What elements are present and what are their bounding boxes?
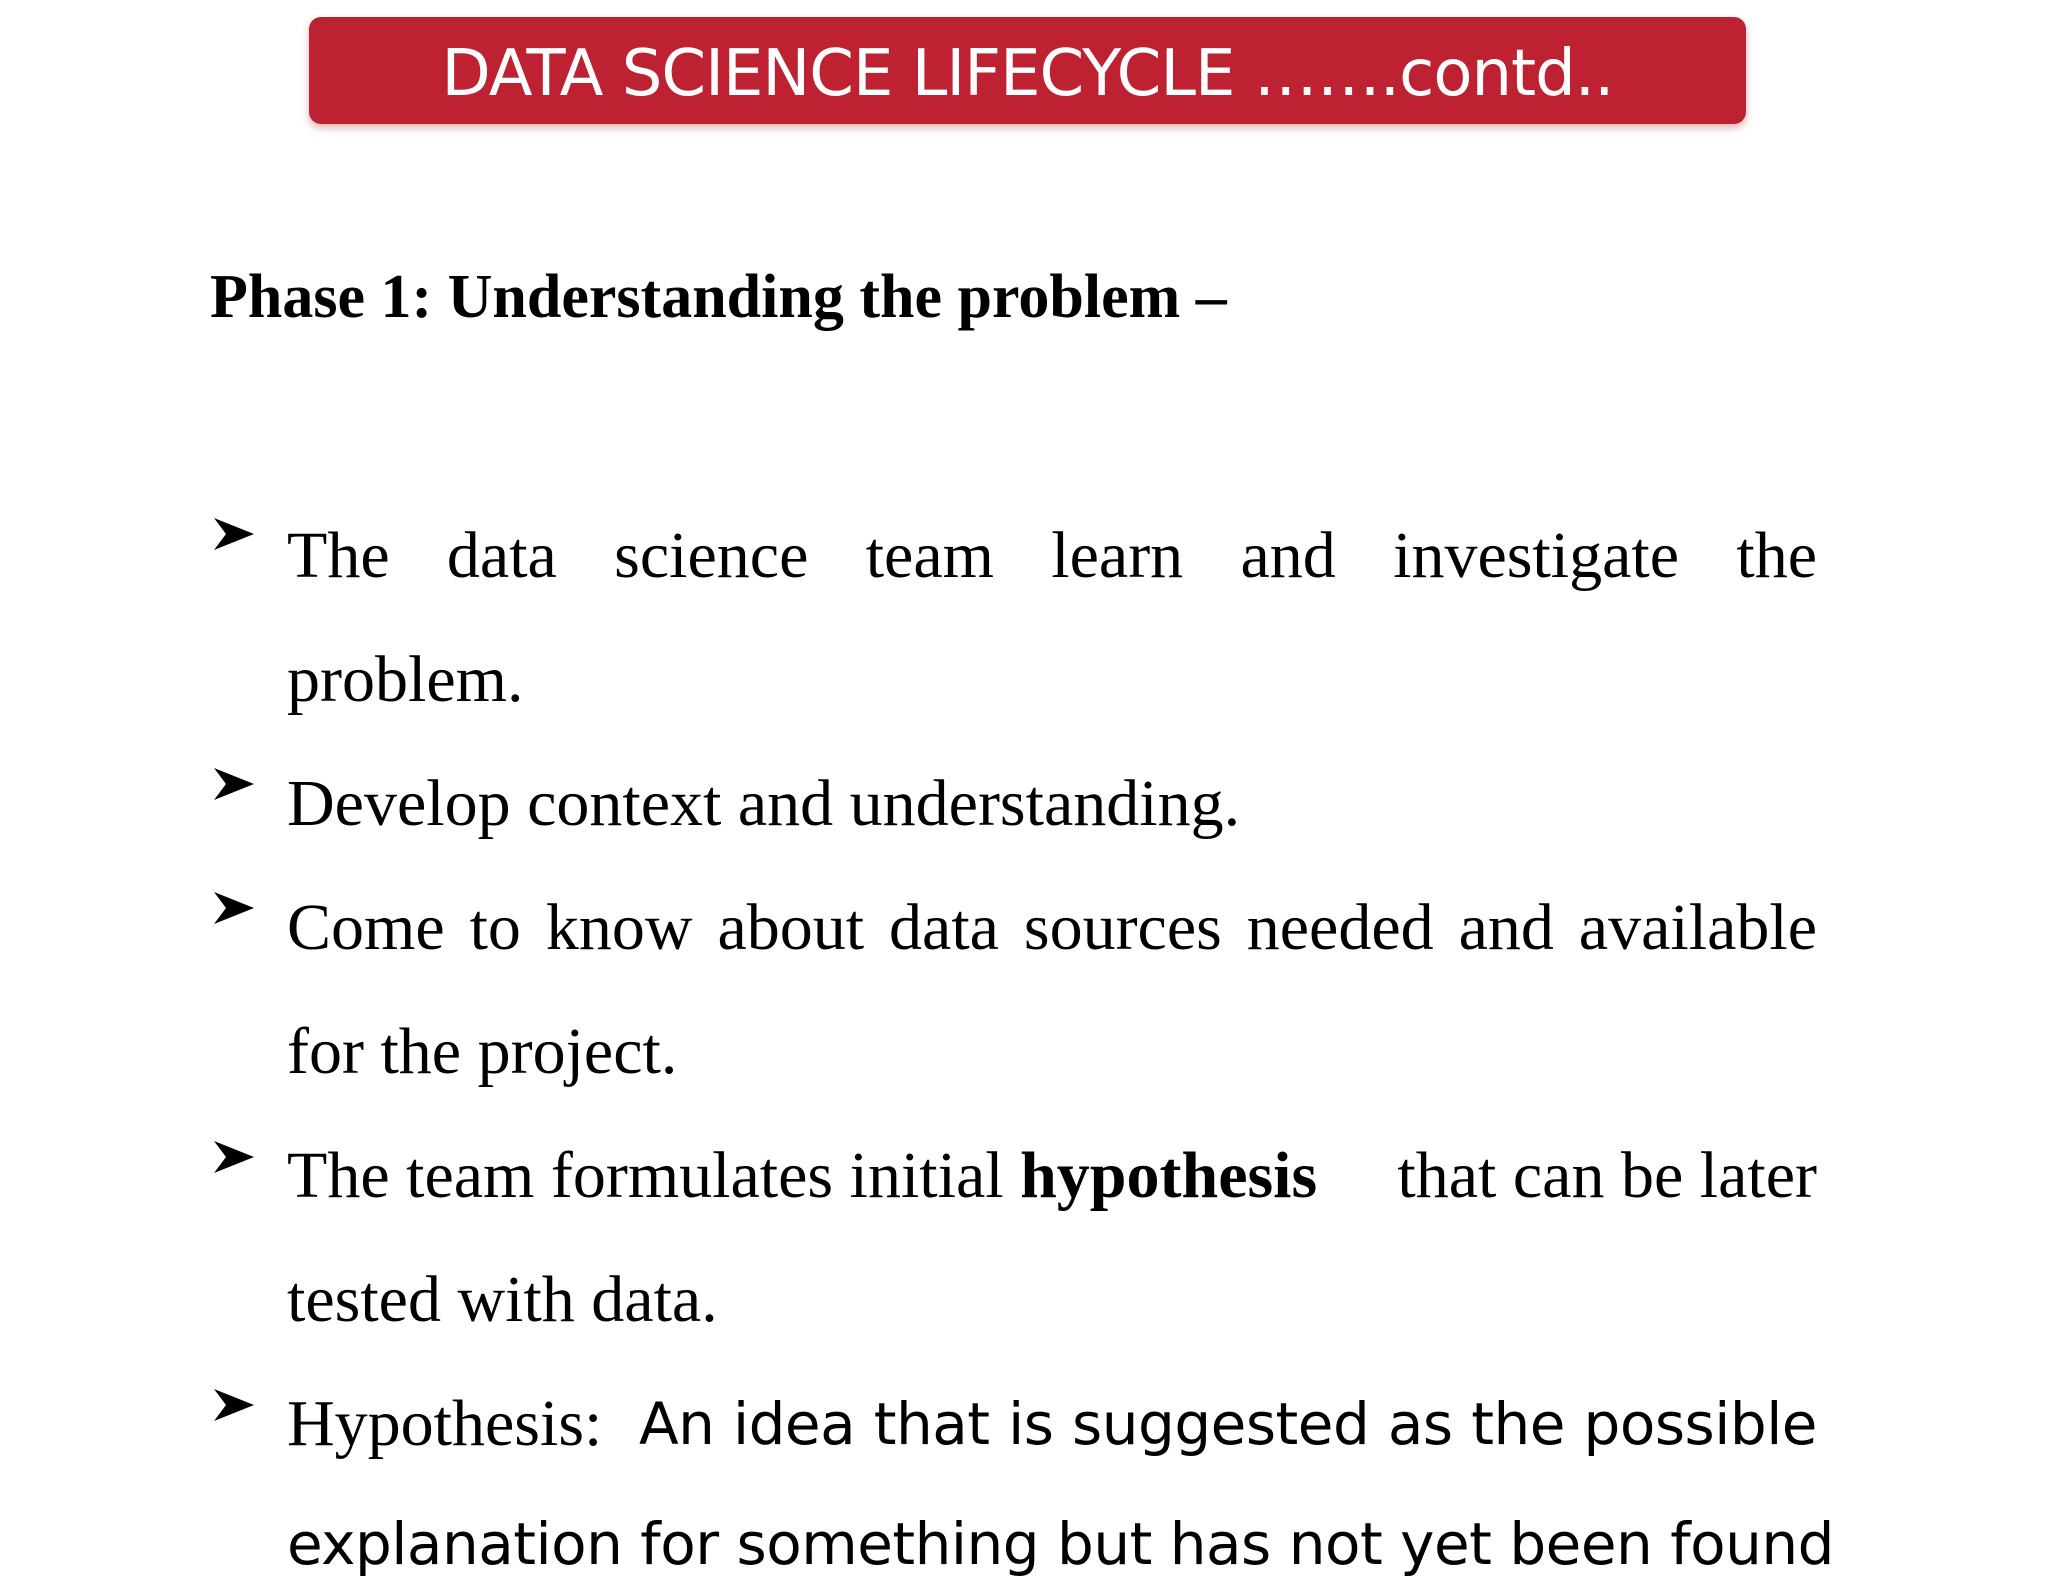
arrowhead-bullet-icon xyxy=(212,886,256,930)
bullet-5-line-2: explanation for something but has not yet been found xyxy=(287,1510,1834,1578)
bullet-4-line-2: tested with data. xyxy=(287,1263,718,1336)
hypothesis-label: Hypothesis: xyxy=(287,1387,603,1460)
hypothesis-term: hypothesis xyxy=(1020,1139,1318,1212)
bullet-1-line-1: The data science team learn and investigate the xyxy=(287,519,1817,592)
bullet-1-line-2: problem. xyxy=(287,643,524,716)
arrowhead-bullet-icon xyxy=(212,1383,256,1427)
bullet-4-text-after: that can be later xyxy=(1380,1139,1817,1212)
bullet-2-line-1: Develop context and understanding. xyxy=(287,767,1241,840)
arrowhead-bullet-icon xyxy=(212,762,256,806)
bullet-4-text-before: The team formulates initial xyxy=(287,1139,1021,1212)
bullet-3-line-2: for the project. xyxy=(287,1015,678,1088)
bullet-5-line-1 xyxy=(287,1387,1817,1460)
arrowhead-bullet-icon xyxy=(212,512,256,556)
arrowhead-bullet-icon xyxy=(212,1135,256,1179)
hypothesis-definition: An idea that is suggested as the possible xyxy=(620,1390,1817,1458)
bullet-3-line-1: Come to know about data sources needed and available xyxy=(287,891,1817,964)
slide-title: DATA SCIENCE LIFECYCLE …….contd.. xyxy=(441,36,1614,111)
phase-heading: Phase 1: Understanding the problem – xyxy=(210,263,1227,331)
bullet-4-line-1 xyxy=(287,1139,1817,1212)
